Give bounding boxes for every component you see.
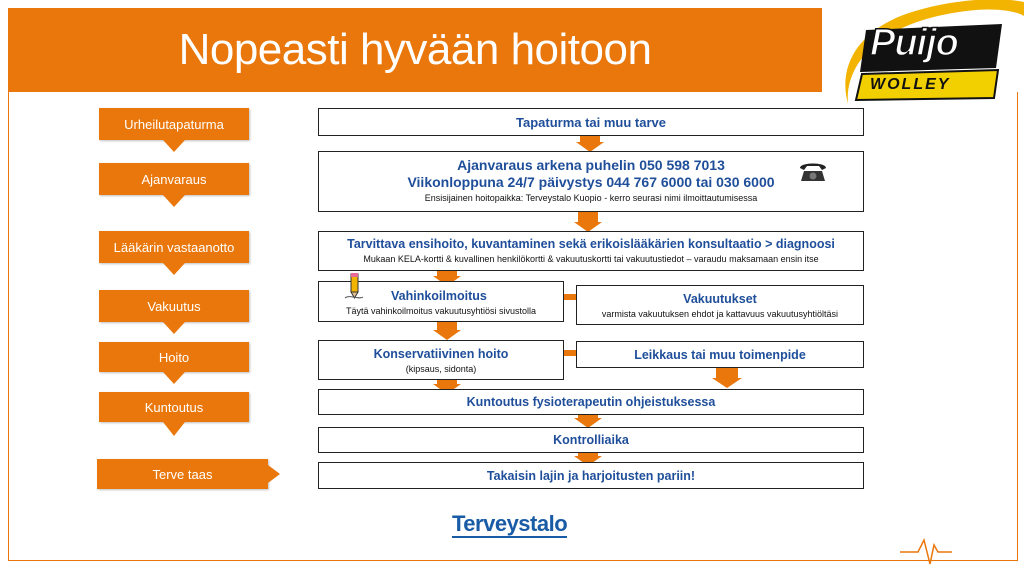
- pencil-icon: [343, 272, 365, 300]
- telephone-icon: [797, 158, 829, 184]
- down-arrow-icon: [712, 368, 742, 388]
- box-sub: Täytä vahinkoilmoitus vakuutusyhtiösi sivustolla: [345, 306, 537, 316]
- box-title: Vakuutukset: [683, 292, 757, 306]
- right-arrow-icon: [268, 465, 280, 483]
- box-konservatiivinen: [318, 340, 564, 380]
- box-line1: Ajanvaraus arkena puhelin 050 598 7013: [457, 157, 725, 173]
- down-arrow-icon: [574, 414, 602, 428]
- logo-wolley-text: WOLLEY: [870, 76, 951, 93]
- terveystalo-underline: [452, 536, 567, 538]
- heartbeat-line-icon: [900, 540, 952, 564]
- down-arrow-icon: [574, 212, 602, 232]
- box-vastaanotto: [318, 231, 864, 271]
- step-label: Urheilutapaturma: [124, 116, 224, 132]
- box-kontrolliaika: [318, 427, 864, 453]
- step-label: Terve taas: [152, 466, 213, 482]
- box-sub: Mukaan KELA-kortti & kuvallinen henkilökortti & vakuutuskortti tai vakuutustiedot – varaudu maksamaan ensin itse: [363, 254, 819, 264]
- box-title: Kuntoutus fysioterapeutin ohjeistuksessa: [466, 395, 716, 409]
- box-title: Tapaturma tai muu tarve: [515, 114, 667, 130]
- box-line2: Viikonloppuna 24/7 päivystys 044 767 6000 tai 030 6000: [407, 174, 775, 190]
- box-title: Vahinkoilmoitus: [391, 289, 487, 303]
- down-arrow-icon: [433, 322, 461, 340]
- down-arrow-icon: [576, 136, 604, 152]
- box-title: Konservatiivinen hoito: [373, 347, 509, 361]
- box-vakuutukset: [576, 285, 864, 325]
- box-sub: varmista vakuutuksen ehdot ja kattavuus vakuutusyhtiöltäsi: [601, 309, 839, 319]
- down-arrow-icon: [163, 195, 185, 207]
- step-label: Vakuutus: [147, 298, 201, 314]
- box-takaisin: [318, 462, 864, 489]
- step-label: Hoito: [158, 349, 190, 365]
- box-title: Kontrolliaika: [553, 433, 629, 447]
- box-title: Leikkaus tai muu toimenpide: [634, 347, 806, 362]
- box-title: Tarvittava ensihoito, kuvantaminen sekä erikoislääkärien konsultaatio > diagnoosi: [347, 237, 835, 251]
- box-vahinkoilmoitus: [318, 281, 564, 322]
- page-title: Nopeasti hyvään hoitoon: [178, 25, 652, 74]
- box-title: Takaisin lajin ja harjoitusten pariin!: [486, 468, 696, 483]
- terveystalo-logo: Terveystalo: [452, 511, 568, 536]
- down-arrow-icon: [163, 263, 185, 275]
- down-arrow-icon: [163, 372, 185, 384]
- step-label: Kuntoutus: [144, 399, 204, 415]
- box-kuntoutus: [318, 389, 864, 415]
- step-label: Ajanvaraus: [141, 171, 207, 187]
- step-label: Lääkärin vastaanotto: [113, 239, 235, 255]
- box-sub: Ensisijainen hoitopaikka: Terveystalo Kuopio - kerro seurasi nimi ilmoittautumisessa: [424, 193, 758, 203]
- box-tapaturma: [318, 108, 864, 136]
- box-ajanvaraus: [318, 151, 864, 212]
- box-sub: (kipsaus, sidonta): [405, 364, 477, 374]
- box-leikkaus: [576, 341, 864, 368]
- down-arrow-icon: [163, 140, 185, 152]
- logo-puijo-text: Puijo: [870, 22, 958, 64]
- down-arrow-icon: [163, 422, 185, 436]
- down-arrow-icon: [163, 322, 185, 334]
